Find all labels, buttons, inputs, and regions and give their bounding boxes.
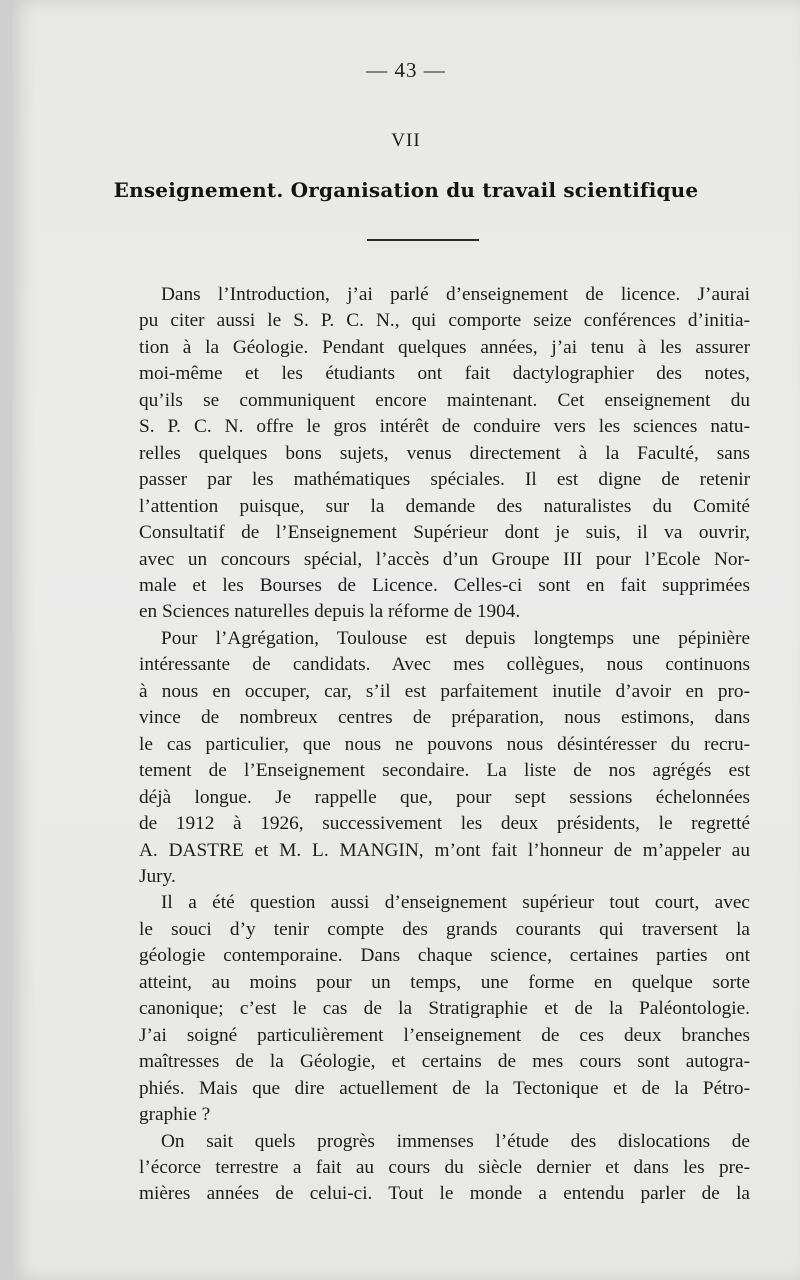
text-line: Dans l’Introduction, j’ai parlé d’enseignement de licence. J’aurai [161,284,750,305]
paragraph-3 [118,890,750,1128]
text-line: S. P. C. N. offre le gros intérêt de conduire vers les sciences natu- [139,416,750,438]
text-line: Pour l’Agrégation, Toulouse est depuis longtemps une pépinière [161,627,750,649]
text-line: géologie contemporaine. Dans chaque science, certaines parties ont [139,945,750,967]
text-line: avec un concours spécial, l’accès d’un Groupe III pour l’Ecole Nor- [139,548,750,570]
text-line: Jury. [139,865,176,887]
paragraph-1 [118,282,750,626]
text-line: tion à la Géologie. Pendant quelques années, j’ai tenu à les assurer [139,336,750,358]
text-line: à nous en occuper, car, s’il est parfaitement inutile d’avoir en pro- [139,680,750,702]
text-line: canonique; c’est le cas de la Stratigraphie et de la Paléontologie. [139,998,750,1020]
text-line: le cas particulier, que nous ne pouvons nous désintéresser du recru- [139,733,750,755]
text-line: male et les Bourses de Licence. Celles-ci sont en fait supprimées [139,574,750,596]
text-line: le souci d’y tenir compte des grands courants qui traversent la [139,918,750,940]
text-line: intéressante de candidats. Avec mes collègues, nous continuons [139,654,750,676]
body-text [118,282,750,1208]
chapter-number: VII [391,130,421,151]
text-line: tement de l’Enseignement secondaire. La liste de nos agrégés est [139,760,750,782]
book-page [12,0,800,1280]
title-rule [367,239,479,241]
paragraph-2 [118,626,750,891]
text-line: Il a été question aussi d’enseignement supérieur tout court, avec [161,892,750,914]
text-line: en Sciences naturelles depuis la réforme de 1904. [139,601,521,623]
text-line: passer par les mathématiques spéciales. Il est digne de retenir [139,469,750,491]
text-line: qu’ils se communiquent encore maintenant. Cet enseignement du [139,389,750,411]
chapter-title: Enseignement. Organisation du travail scientifique [113,178,699,202]
text-line-with-names: A. DASTRE et M. L. MANGIN, m’ont fait l’honneur de m’appeler au [139,839,750,861]
text-line: graphie ? [139,1104,211,1126]
paragraph-4 [118,1129,750,1208]
text-line: pu citer aussi le S. P. C. N., qui comporte seize conférences d’initia- [139,310,750,332]
page-number: — 43 — [366,58,446,82]
text-line: l’écorce terrestre a fait au cours du siècle dernier et dans les pre- [139,1156,750,1178]
text-line: l’attention puisque, sur la demande des naturalistes du Comité [139,495,750,517]
text-line: atteint, au moins pour un temps, une forme en quelque sorte [139,971,750,993]
text-line: mières années de celui-ci. Tout le monde a entendu parler de la [139,1183,750,1205]
text-line: déjà longue. Je rappelle que, pour sept sessions échelonnées [139,786,750,808]
text-line: moi-même et les étudiants ont fait dactylographier des notes, [139,363,750,385]
text-line: Consultatif de l’Enseignement Supérieur dont je suis, il va ouvrir, [139,522,750,544]
text-line: phiés. Mais que dire actuellement de la Tectonique et de la Pétro- [139,1077,750,1099]
text-line: de 1912 à 1926, successivement les deux présidents, le regretté [139,813,750,835]
text-line: maîtresses de la Géologie, et certains de mes cours sont autogra- [139,1051,750,1073]
text-line: relles quelques bons sujets, venus directement à la Faculté, sans [139,442,750,464]
text-line: J’ai soigné particulièrement l’enseignement de ces deux branches [139,1024,750,1046]
text-line: vince de nombreux centres de préparation, nous estimons, dans [139,707,750,729]
text-line: On sait quels progrès immenses l’étude des dislocations de [161,1130,750,1152]
